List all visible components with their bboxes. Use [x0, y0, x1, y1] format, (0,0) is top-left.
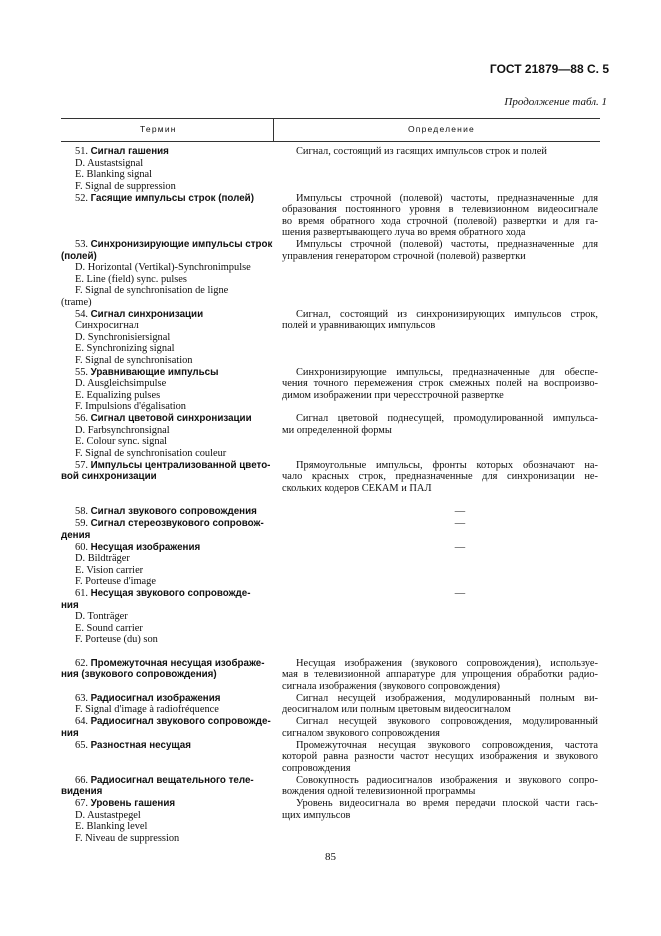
term-entry — [61, 588, 266, 658]
term-entry — [61, 146, 266, 193]
definition-entry — [282, 367, 598, 414]
term-name: Радиосигнал звукового сопровожде- — [90, 716, 271, 727]
term-entry — [61, 658, 266, 693]
term-name-continued: ния (звукового сопровождения) — [61, 669, 217, 680]
term-title-cont — [61, 600, 266, 612]
definition-text: полей и уравнивающих импульсов — [282, 320, 436, 331]
term-title — [61, 740, 266, 752]
term-synonym: D. Bildträger — [75, 553, 130, 564]
definition-text: ми определенной формы — [282, 424, 392, 436]
term-synonym: F. Niveau de suppression — [75, 832, 180, 844]
term-number: 51. — [75, 146, 91, 157]
page-number: 85 — [325, 851, 336, 863]
definition-text: сопровождения — [282, 762, 351, 774]
definition-entry — [282, 740, 598, 775]
term-name: Уровень гашения — [90, 798, 176, 809]
definition-entry — [282, 193, 598, 240]
definition-text: Совокупность радиосигналов изображения и звукового сопро- — [296, 774, 598, 786]
definition-text: Промежуточная несущая звукового сопровождения, частота — [296, 739, 598, 751]
term-title-cont — [61, 471, 266, 483]
term-name: Несущая изображения — [90, 541, 201, 553]
term-entry — [61, 693, 266, 717]
term-synonym: F. Signal de synchronisation de ligne — [75, 285, 229, 296]
term-synonym: D. Synchronisiersignal — [75, 331, 171, 343]
term-synonym: E. Line (field) sync. pulses — [75, 273, 187, 285]
definition-text: шения развертывающего луча во время обратного хода — [282, 227, 526, 238]
term-title — [61, 309, 266, 321]
term-synonym: D. Farbsynchronsignal — [75, 424, 170, 436]
table-header-rule — [61, 141, 600, 142]
term-entry — [61, 413, 266, 460]
term-entry — [61, 798, 266, 845]
definition-text: Сигнал, состоящий из гасящих импульсов строк и полей — [296, 146, 547, 157]
definition-text: образования постоянного уровня в телевизионном видеосигнале — [282, 204, 598, 215]
term-synonym: E. Blanking signal — [75, 169, 153, 180]
term-synonym: E. Blanking level — [75, 821, 148, 832]
term-title-cont — [61, 669, 266, 681]
definition-text: которой равна разности частот несущих изображения и звукового — [282, 751, 598, 762]
term-title — [61, 239, 273, 251]
term-synonym: E. Equalizing pulses — [75, 389, 161, 401]
term-entry — [61, 459, 271, 507]
term-entry — [61, 506, 266, 518]
term-name: Синхронизирующие импульсы строк — [90, 239, 273, 250]
definition-text: Сигнал цветовой поднесущей, промодулированной импульса- — [296, 413, 598, 424]
term-synonym: E. Colour sync. signal — [75, 436, 168, 447]
term-entry — [61, 239, 273, 309]
term-number: 59. — [75, 518, 91, 529]
term-title-cont — [61, 786, 266, 798]
definition-text: скольких кодеров СЕКАМ и ПАЛ — [282, 482, 432, 494]
term-title — [61, 146, 266, 158]
term-name: Гасящие импульсы строк (полей) — [90, 192, 254, 204]
term-title — [61, 658, 266, 670]
term-title — [61, 542, 266, 554]
definition-entry — [282, 506, 598, 518]
term-number: 62. — [75, 657, 91, 669]
definition-text: Несущая изображения (звукового сопровождения), используе- — [296, 657, 598, 669]
column-header-term: Термин — [140, 124, 177, 134]
term-title — [61, 588, 266, 600]
term-name: Радиосигнал вещательного теле- — [90, 774, 254, 786]
term-name: Сигнал синхронизации — [90, 308, 204, 320]
term-name: Сигнал цветовой синхронизации — [90, 413, 252, 424]
term-number: 58. — [75, 506, 91, 517]
definition-text: — — [454, 506, 466, 517]
definition-text: чения точного перемежения строк смежных полей на воспроизво- — [282, 378, 598, 389]
term-synonym: (trame) — [61, 296, 92, 308]
definition-text: сигналом звукового сопровождения — [282, 727, 440, 739]
term-name: Промежуточная несущая изображе- — [90, 657, 265, 669]
definition-text: — — [454, 588, 466, 599]
term-entry — [61, 716, 271, 740]
term-synonym: F. Impulsions d'égalisation — [75, 401, 187, 412]
term-title — [61, 459, 271, 472]
term-number: 60. — [75, 541, 91, 553]
term-title — [61, 413, 266, 425]
definition-entry — [282, 798, 598, 845]
term-number: 66. — [75, 774, 91, 786]
definition-entry — [282, 239, 598, 309]
term-entry — [61, 309, 266, 367]
term-number: 63. — [75, 692, 91, 704]
term-title-cont — [61, 530, 266, 542]
definition-text: Сигнал несущей звукового сопровождения, модулированный — [296, 716, 598, 727]
term-name-continued: видения — [61, 786, 103, 797]
term-synonym: Синхросигнал — [75, 320, 139, 331]
definition-text: Импульсы строчной (полевой) частоты, предназначенные для — [296, 239, 598, 250]
term-synonym: F. Signal de synchronisation couleur — [75, 447, 227, 459]
definition-text: Прямоугольные импульсы, фронты которых обозначают на- — [296, 459, 598, 471]
term-number: 56. — [75, 413, 91, 424]
definitions-column — [282, 146, 598, 845]
term-entry — [61, 367, 266, 414]
term-name: Разностная несущая — [90, 739, 191, 751]
definition-entry — [282, 413, 598, 460]
term-synonym: E. Synchronizing signal — [75, 343, 175, 354]
term-synonym: D. Horizontal (Vertikal)-Synchronimpulse — [75, 262, 251, 273]
term-number: 67. — [75, 798, 91, 809]
definition-entry — [282, 518, 598, 542]
term-synonym: F. Signal de suppression — [75, 180, 176, 192]
page-header: ГОСТ 21879—88 С. 5 — [489, 62, 609, 76]
definition-text: Уровень видеосигнала во время передачи плоской части гась- — [296, 798, 598, 809]
term-number: 52. — [75, 192, 91, 204]
term-number: 61. — [75, 588, 91, 599]
definition-entry — [282, 658, 598, 693]
column-header-definition: Определение — [408, 124, 475, 134]
definition-text: димом изображении при чересстрочной развертке — [282, 389, 504, 401]
term-synonym: D. Tonträger — [75, 611, 128, 622]
table-top-rule — [61, 118, 600, 119]
term-name-continued: вой синхронизации — [61, 471, 157, 482]
definition-text: управления генератором строчной (полевой) развертки — [282, 250, 526, 262]
definition-entry — [282, 588, 598, 658]
term-entry — [61, 542, 266, 589]
term-name: Радиосигнал изображения — [90, 692, 221, 704]
definition-entry — [282, 775, 598, 799]
term-synonym: F. Signal de synchronisation — [75, 354, 193, 366]
term-name: Импульсы централизованной цвето- — [90, 459, 271, 471]
term-number: 54. — [75, 308, 91, 320]
definition-entry — [282, 146, 598, 193]
definition-text: Импульсы строчной (полевой) частоты, предназначенные для — [296, 192, 598, 204]
term-title — [61, 798, 266, 810]
term-title-cont — [61, 251, 266, 263]
term-name: Сигнал стереозвукового сопровож- — [90, 518, 264, 529]
term-name: Уравнивающие импульсы — [90, 366, 219, 378]
term-title — [61, 518, 266, 530]
definition-text: Сигнал несущей изображения, модулированный полным ви- — [296, 692, 598, 704]
term-name: Сигнал звукового сопровождения — [90, 506, 257, 517]
term-entry — [61, 518, 266, 542]
term-number: 57. — [75, 459, 91, 471]
term-synonym: F. Signal d'image à radiofréquence — [75, 704, 219, 715]
definition-text: во время обратного хода строчной (полевой) развертки и для га- — [282, 215, 598, 227]
term-title — [61, 693, 266, 705]
term-entry — [61, 775, 266, 799]
term-synonym: D. Ausgleichsimpulse — [75, 378, 167, 389]
definition-text: Синхронизирующие импульсы, предназначенные для обеспе- — [296, 366, 598, 378]
term-title — [61, 193, 266, 205]
definition-text: чало красных строк, предназначенные для синхронизации не- — [282, 471, 598, 482]
definition-text: деосигналом или полным цветовым видеосигналом — [282, 704, 511, 715]
term-name: Несущая звукового сопровожде- — [90, 588, 251, 599]
term-entry — [61, 193, 266, 240]
term-title — [61, 716, 271, 728]
definition-text: щих импульсов — [282, 809, 351, 821]
term-synonym: F. Porteuse (du) son — [75, 634, 158, 645]
definition-text: — — [454, 541, 466, 553]
term-number: 55. — [75, 366, 91, 378]
definition-text: — — [454, 518, 466, 529]
term-name-continued: ния — [61, 727, 79, 739]
term-synonym: D. Austastpegel — [75, 809, 141, 821]
term-synonym: E. Vision carrier — [75, 564, 144, 576]
term-title — [61, 367, 266, 379]
term-number: 53. — [75, 239, 91, 250]
column-divider — [273, 118, 274, 141]
term-title-cont — [61, 728, 266, 740]
definition-entry — [282, 542, 598, 589]
term-synonym: E. Sound carrier — [75, 622, 143, 634]
continuation-note: Продолжение табл. 1 — [504, 96, 607, 108]
definition-text: сигнала изображения (звукового сопровождения) — [282, 680, 500, 692]
term-synonym: D. Austastsignal — [75, 157, 144, 169]
term-name-continued: ния — [61, 599, 79, 611]
term-synonym: F. Porteuse d'image — [75, 576, 156, 587]
definition-entry — [282, 693, 598, 717]
definition-text: вождения одной телевизионной программы — [282, 786, 476, 797]
definition-entry — [282, 716, 598, 740]
definition-entry — [282, 460, 598, 507]
terms-column — [61, 146, 273, 845]
term-entry — [61, 740, 266, 775]
term-number: 65. — [75, 739, 91, 751]
definition-text: мая в телевизионной аппаратуре для упрощения обработки радио- — [282, 669, 598, 680]
term-name-continued: дения — [61, 529, 91, 541]
term-title — [61, 506, 266, 518]
term-title — [61, 775, 266, 787]
definition-entry — [282, 309, 598, 367]
definition-text: Сигнал, состоящий из синхронизирующих импульсов строк, — [296, 308, 598, 320]
term-name-continued: (полей) — [61, 250, 97, 262]
term-number: 64. — [75, 716, 91, 727]
term-name: Сигнал гашения — [90, 146, 169, 157]
